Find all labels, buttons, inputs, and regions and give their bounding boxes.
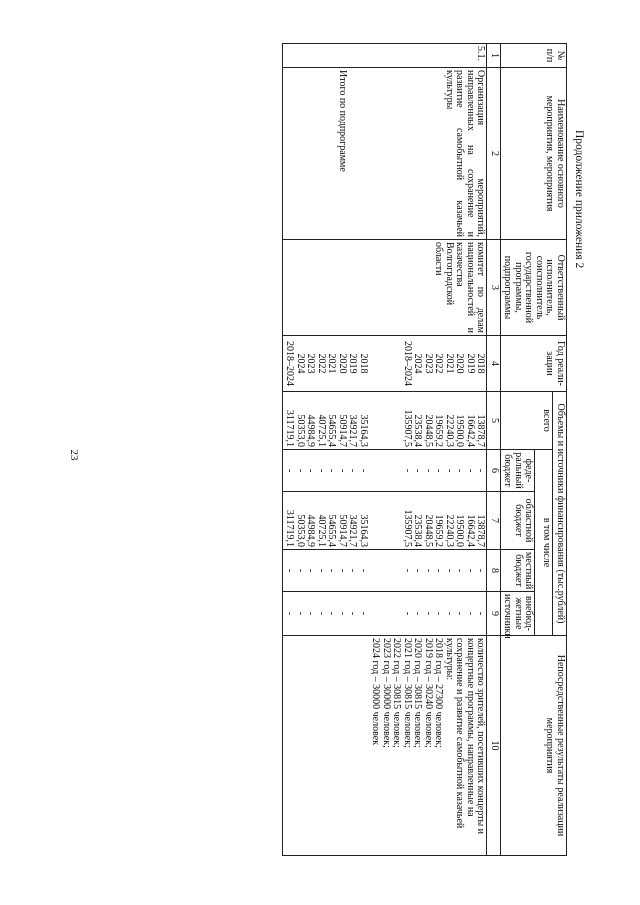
federal-value: - [444,468,455,473]
year-value: 2020 [454,353,466,374]
header-federal: феде-ральный бюджет [501,450,536,492]
total-value: 19659,2 [433,414,445,447]
regional-value: 16642,4 [465,514,476,547]
extrabudget-value: - [326,611,338,616]
regional-value: 54655,4 [326,514,338,547]
activity-name: Организация мероприятий, направленных на сохранение и развитие самобытной казачьей культуры [369,68,487,240]
year-value: 2020 [337,353,348,374]
year-value: 2019 [465,353,476,374]
local-value: - [433,568,445,573]
total-values [369,392,487,450]
year-value: 2018 [475,353,487,374]
results-line: 2024 год – 30000 человек [370,638,382,746]
total-years-list [283,336,370,392]
total-row-responsible [283,240,370,336]
federal-value: - [433,468,445,473]
total-value: 19500,0 [454,414,466,447]
regional-value: 23538,4 [412,514,424,547]
extrabudget-value: - [465,611,476,616]
federal-value: - [465,468,476,473]
total-value: 311719,1 [284,409,296,447]
federal-value: - [316,468,327,473]
local-value: - [326,568,338,573]
total-row-total-values [283,392,370,450]
header-funding-group: Объемы и источники финансирования (тыс.рублей) [553,392,567,636]
column-number: 6 [487,450,501,492]
year-value: 2022 [433,353,445,374]
year-value: 2019 [347,353,359,374]
total-row-local-values [283,550,370,592]
results-line: 2022 год – 30815 человек; [391,638,403,748]
results-cell [369,636,487,856]
responsible-executor: комитет по делам национальностей и казачества Волгоградской области [369,240,487,336]
regional-value: 34921,7 [347,514,359,547]
header-total: всего [501,392,554,450]
extrabudget-value: - [316,611,327,616]
extrabudget-value: - [358,611,369,616]
regional-value: 135907,5 [402,509,413,547]
appendix-continuation-note: Продолжение приложения 2 [573,130,585,269]
total-value: 16642,4 [465,414,476,447]
extrabudget-value: - [402,611,413,616]
local-value: - [295,568,306,573]
federal-value: - [423,468,434,473]
regional-value: 50914,7 [337,514,348,547]
column-number: 5 [487,392,501,450]
column-number: 8 [487,550,501,592]
extrabudget-value: - [347,611,359,616]
total-row-federal-values [283,450,370,492]
column-number: 9 [487,592,501,636]
federal-value: - [402,468,413,473]
regional-value: 19659,2 [433,514,445,547]
extrabudget-value: - [295,611,306,616]
year-value: 2022 [316,353,327,374]
year-value: 2024 [295,353,306,374]
local-value: - [358,568,369,573]
local-value: - [402,568,413,573]
total-value: 34921,7 [347,414,359,447]
regional-value: 35164,3 [358,514,369,547]
total-row-results [283,636,370,856]
regional-value: 22240,3 [444,514,455,547]
local-value: - [316,568,327,573]
header-extrabudget: внебюд-жетные источники [501,592,536,636]
local-value: - [444,568,455,573]
year-value: 2018–2024 [284,341,296,386]
table-row [369,44,487,856]
federal-value: - [326,468,338,473]
header-in-that-number: в том числе [535,450,553,636]
federal-value: - [337,468,348,473]
total-row-regional-values [283,492,370,550]
federal-value: - [412,468,424,473]
header-name: Наименование основного мероприятия, мероприятия [501,68,567,240]
results-text: количество зрителей, посетивших концерты и концертные программы, направленные на сохранение и развитие самобытной казачьей культуры: [444,638,487,835]
column-number: 3 [487,240,501,336]
extrabudget-value: - [454,611,466,616]
page-number: 23 [68,449,80,461]
header-responsible: Ответственный исполнитель, соисполнитель государственной программы, подпрограммы [501,240,567,336]
extrabudget-value: - [337,611,348,616]
extrabudget-value: - [423,611,434,616]
total-row-number [283,44,370,68]
federal-value: - [475,468,487,473]
column-number: 7 [487,492,501,550]
results-line: 2018 год – 27300 человек; [433,638,445,748]
regional-value: 13878,7 [475,514,487,547]
header-year: Год реали-зации [501,336,567,392]
federal-values [369,450,487,492]
federal-value: - [284,468,296,473]
extrabudget-value: - [412,611,424,616]
year-value: 2023 [423,353,434,374]
regional-value: 20448,5 [423,514,434,547]
header-results: Непосредственные результаты реализации мероприятия [501,636,567,856]
local-value: - [284,568,296,573]
total-value: 50353,0 [295,414,306,447]
federal-value: - [358,468,369,473]
local-value: - [465,568,476,573]
results-line: 2020 год – 30815 человек; [412,638,424,748]
header-no: № п/п [501,44,567,68]
regional-value: 44984,9 [305,514,317,547]
header-local: местный бюджет [501,550,536,592]
year-value: 2018–2024 [402,341,413,386]
total-row [283,44,370,856]
year-value: 2021 [326,353,338,374]
extrabudget-value: - [475,611,487,616]
column-number: 4 [487,336,501,392]
year-value: 2024 [412,353,424,374]
year-value: 2021 [444,353,455,374]
results-lines [370,638,444,853]
local-values [369,550,487,592]
total-value: 50914,7 [337,414,348,447]
total-value: 40725,1 [316,414,327,447]
local-value: - [423,568,434,573]
total-value: 13878,7 [475,414,487,447]
table-header [487,44,567,856]
regional-value: 50353,0 [295,514,306,547]
funding-table [282,43,567,856]
total-value: 135907,5 [402,409,413,447]
regional-values [369,492,487,550]
regional-value: 40725,1 [316,514,327,547]
federal-value: - [295,468,306,473]
funding-table-container [157,43,567,855]
total-row-extrabudget-values [283,592,370,636]
regional-value: 311719,1 [284,509,296,547]
total-value: 23538,4 [412,414,424,447]
year-value: 2018 [358,353,369,374]
column-number: 1 [487,44,501,68]
year-value: 2023 [305,353,317,374]
column-number-row [487,44,501,856]
extrabudget-value: - [305,611,317,616]
header-regional: областной бюджет [501,492,536,550]
local-value: - [305,568,317,573]
total-value: 20448,5 [423,414,434,447]
column-number: 10 [487,636,501,856]
local-value: - [475,568,487,573]
results-line: 2019 год – 30240 человек; [423,638,434,748]
total-value: 54655,4 [326,414,338,447]
federal-value: - [305,468,317,473]
local-value: - [412,568,424,573]
extrabudget-value: - [433,611,445,616]
row-number: 5.1. [369,44,487,68]
local-value: - [337,568,348,573]
total-value: 35164,3 [358,414,369,447]
column-number: 2 [487,68,501,240]
regional-value: 19500,0 [454,514,466,547]
total-value: 22240,3 [444,414,455,447]
extrabudget-values [369,592,487,636]
extrabudget-value: - [284,611,296,616]
years-list [369,336,487,392]
results-line: 2023 год – 30000 человек; [381,638,392,748]
federal-value: - [454,468,466,473]
extrabudget-value: - [444,611,455,616]
local-value: - [454,568,466,573]
total-label: Итого по подпрограмме [283,68,370,240]
federal-value: - [347,468,359,473]
total-value: 44984,9 [305,414,317,447]
results-line: 2021 год – 30815 человек; [402,638,413,748]
local-value: - [347,568,359,573]
